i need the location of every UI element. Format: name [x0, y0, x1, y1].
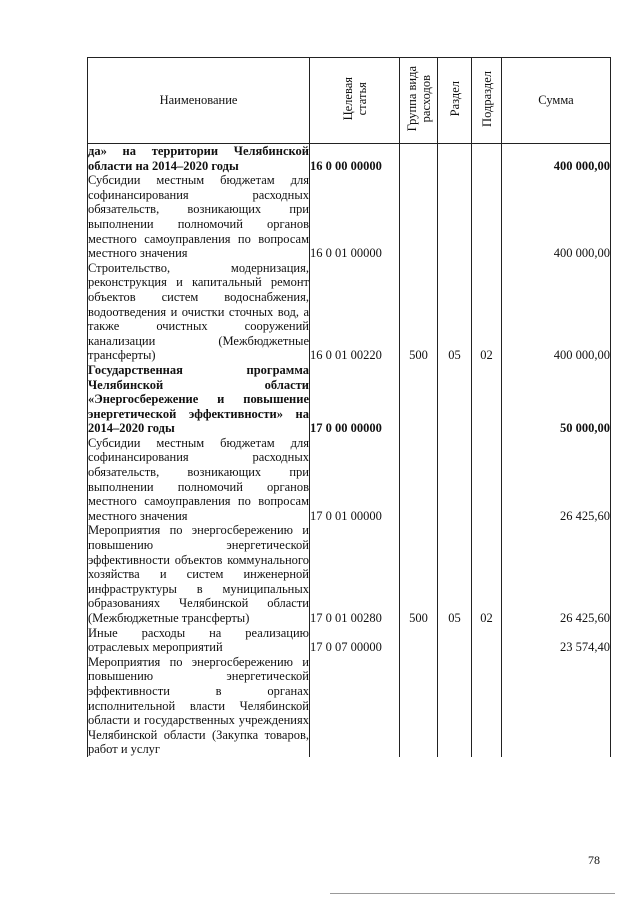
- header-target-article: Целевая статья: [310, 58, 400, 144]
- row-sum: 400 000,00: [502, 261, 611, 363]
- header-subsection: Подраздел: [472, 58, 502, 144]
- row-section: [438, 626, 472, 655]
- row-sum: 400 000,00: [502, 144, 611, 174]
- row-sum: 50 000,00: [502, 363, 611, 436]
- row-code: 16 0 00 00000: [310, 144, 400, 174]
- row-subsection: [472, 363, 502, 436]
- row-subsection: 02: [472, 523, 502, 625]
- table-row: [88, 363, 611, 436]
- table-row: [88, 144, 611, 174]
- row-group: [400, 436, 438, 524]
- row-group: [400, 144, 438, 174]
- table-row: [88, 523, 611, 625]
- row-code: 17 0 00 00000: [310, 363, 400, 436]
- row-code: 17 0 07 00000: [310, 626, 400, 655]
- header-sum: Сумма: [502, 58, 611, 144]
- table-row: [88, 626, 611, 655]
- row-code: 17 0 01 00280: [310, 523, 400, 625]
- row-section: [438, 655, 472, 757]
- row-name: Иные расходы на реализацию отраслевых мероприятий: [88, 625, 309, 655]
- row-group: [400, 655, 438, 757]
- table-row: [88, 173, 611, 261]
- page-number: 78: [588, 853, 600, 867]
- row-subsection: [472, 436, 502, 524]
- row-group: [400, 173, 438, 261]
- row-section: [438, 173, 472, 261]
- row-name: Строительство, модернизация, реконструкция и капитальный ремонт объектов систем водоснабжения, водоотведения и очистки сточных вод, а также очистных сооружений канализации (Межбюджетные трансферты): [88, 260, 309, 363]
- row-code: 16 0 01 00000: [310, 173, 400, 261]
- budget-table: [87, 57, 611, 757]
- row-section: [438, 144, 472, 174]
- row-sum: 26 425,60: [502, 436, 611, 524]
- header-section: Раздел: [438, 58, 472, 144]
- table-row: [88, 655, 611, 757]
- row-sum: [502, 655, 611, 757]
- row-subsection: [472, 626, 502, 655]
- row-name: Мероприятия по энергосбережению и повышению энергетической эффективности в органах исполнительной власти Челябинской области и государственных учреждениях Челябинской области (Закупка товаров, работ и услуг: [88, 654, 309, 757]
- row-subsection: [472, 173, 502, 261]
- row-group: [400, 363, 438, 436]
- row-sum: 400 000,00: [502, 173, 611, 261]
- header-name: Наименование: [88, 58, 310, 144]
- row-group: 500: [400, 523, 438, 625]
- footer-divider: [330, 893, 615, 894]
- row-code: 17 0 01 00000: [310, 436, 400, 524]
- row-section: [438, 363, 472, 436]
- row-section: 05: [438, 523, 472, 625]
- row-section: [438, 436, 472, 524]
- row-group: 500: [400, 261, 438, 363]
- row-subsection: 02: [472, 261, 502, 363]
- row-name: Субсидии местным бюджетам для софинансирования расходных обязательств, возникающих при выполнении полномочий органов местного самоуправления по вопросам местного значения: [88, 435, 309, 523]
- row-name: Субсидии местным бюджетам для софинансирования расходных обязательств, возникающих при выполнении полномочий органов местного самоуправления по вопросам местного значения: [88, 173, 309, 261]
- row-subsection: [472, 655, 502, 757]
- table-row: [88, 261, 611, 363]
- row-sum: 23 574,40: [502, 626, 611, 655]
- row-sum: 26 425,60: [502, 523, 611, 625]
- row-subsection: [472, 144, 502, 174]
- row-name: Мероприятия по энергосбережению и повышению энергетической эффективности объектов коммунального хозяйства и систем инженерной инфраструктуры в муниципальных образованиях Челябинской области (Межбюджетные трансферты): [88, 523, 309, 625]
- row-section: 05: [438, 261, 472, 363]
- row-name: да» на территории Челябинской области на 2014–2020 годы: [88, 144, 309, 173]
- table-row: [88, 436, 611, 524]
- row-code: [310, 655, 400, 757]
- row-code: 16 0 01 00220: [310, 261, 400, 363]
- table-header-row: [88, 58, 611, 144]
- row-group: [400, 626, 438, 655]
- header-expense-group: Группа вида расходов: [400, 58, 438, 144]
- row-name: Государственная программа Челябинской области «Энергосбережение и повышение энергетической эффективности» на 2014–2020 годы: [88, 362, 309, 436]
